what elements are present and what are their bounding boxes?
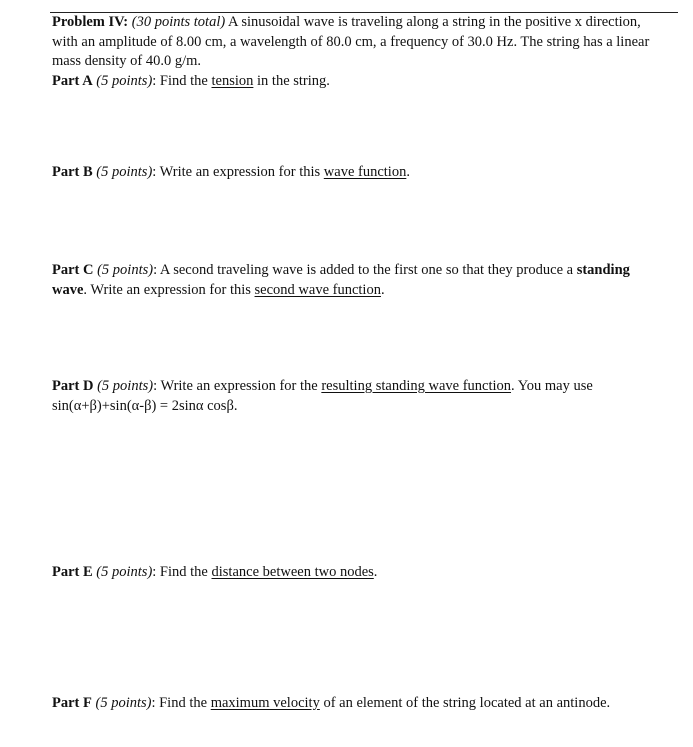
part-a-underlined: tension	[211, 73, 254, 89]
part-f-points: (5 points)	[95, 695, 152, 711]
part-d-pre: : Write an expression for the	[153, 378, 322, 394]
part-c-underlined: second wave function	[254, 281, 381, 298]
part-d-label: Part D	[52, 378, 94, 394]
part-f	[52, 694, 666, 714]
problem-statement	[52, 13, 666, 72]
part-b	[52, 163, 666, 183]
part-e-underlined: distance between two nodes	[211, 564, 374, 580]
part-c-bold: standing wave	[52, 262, 630, 298]
part-a-pre: : Find the	[152, 73, 212, 89]
part-b-underlined: wave function	[323, 164, 407, 180]
problem-heading: Problem IV:	[52, 14, 129, 30]
part-e-label: Part E	[52, 564, 93, 580]
part-a	[52, 72, 666, 92]
part-d	[52, 377, 666, 416]
part-d-formula: sin(α+β)+sin(α-β) = 2sinα cosβ.	[52, 397, 238, 414]
part-f-label: Part F	[52, 695, 92, 711]
part-f-post: of an element of the string located at an antinode.	[319, 695, 611, 711]
part-c-points: (5 points)	[97, 262, 154, 278]
part-d-underlined: resulting standing wave function	[321, 378, 512, 394]
part-f-pre: : Find the	[151, 695, 211, 711]
problem-text: A sinusoidal wave is traveling along a string in the positive x direction, with an amplitude of 8.00 cm, a wavelength of 80.0 cm, a frequency of 30.0 Hz. The string has a linear mass density of 40.0 g/m.	[52, 14, 650, 69]
part-c-pre: : A second traveling wave is added to the first one so that they produce a	[153, 262, 577, 278]
part-b-pre: : Write an expression for this	[152, 164, 324, 180]
part-b-post: .	[406, 164, 410, 180]
part-e-points: (5 points)	[96, 564, 153, 580]
part-a-label: Part A	[52, 73, 93, 89]
part-e-post: .	[373, 564, 378, 580]
part-f-underlined: maximum velocity	[210, 695, 320, 711]
problem-points: (30 points total)	[131, 14, 226, 30]
part-e	[52, 563, 666, 583]
part-c	[52, 261, 666, 300]
part-c-post: .	[380, 281, 385, 298]
part-a-post: in the string.	[253, 73, 330, 89]
part-a-points: (5 points)	[96, 73, 153, 89]
part-c-label: Part C	[52, 262, 94, 278]
part-b-points: (5 points)	[96, 164, 153, 180]
part-d-post: . You may use	[511, 378, 593, 394]
part-c-mid: . Write an expression for this	[83, 281, 255, 298]
part-b-label: Part B	[52, 164, 93, 180]
part-e-pre: : Find the	[152, 564, 212, 580]
part-d-points: (5 points)	[97, 378, 154, 394]
